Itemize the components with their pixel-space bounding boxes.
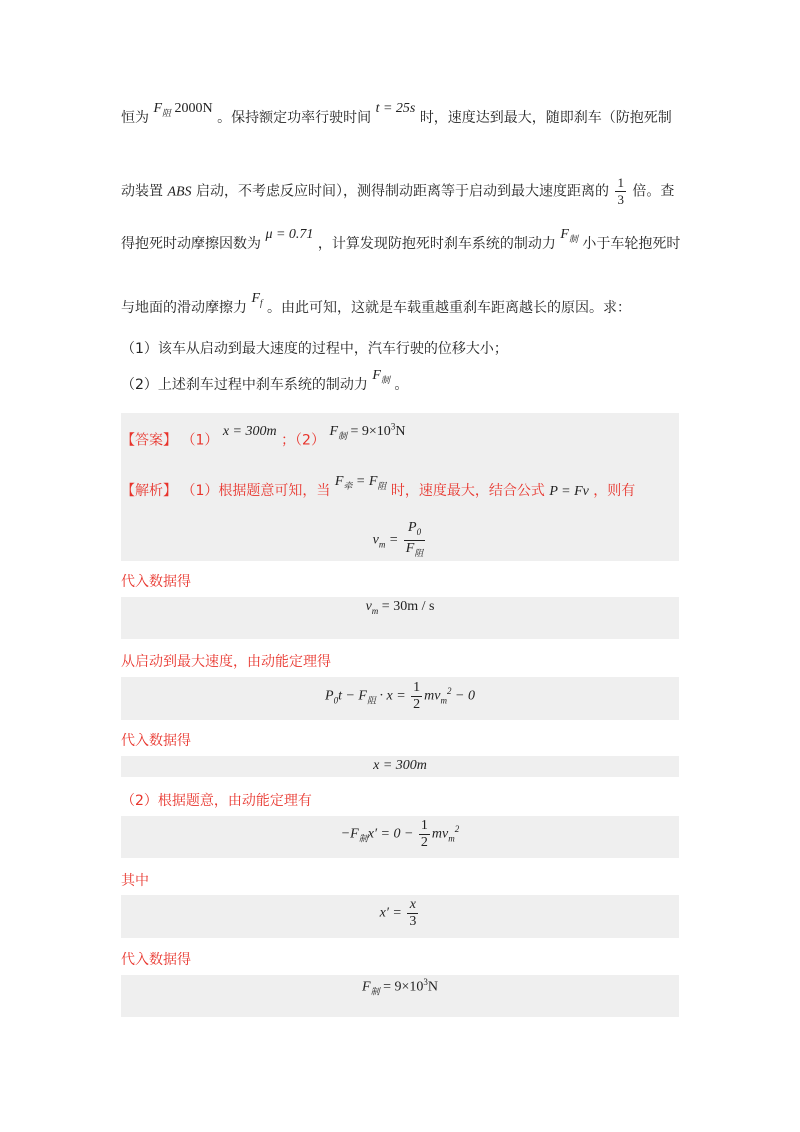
text: ，计算发现防抱死时刹车系统的制动力 xyxy=(317,236,556,252)
text: 时，速度最大，结合公式 xyxy=(390,483,545,499)
condition-eq: $F_牵 = F_阻$ xyxy=(334,474,387,491)
text: 。保持额定功率行驶时间 xyxy=(217,110,372,126)
step-substitute-2: 代入数据得 xyxy=(121,733,191,749)
eq-brake-energy: $-F_制x' = 0$ − $\frac{1}{2}$ $mv_m^2$ xyxy=(340,818,460,850)
analysis-line xyxy=(121,474,681,506)
text: （2）上述刹车过程中刹车系统的制动力 xyxy=(121,377,368,393)
text: 。 xyxy=(394,377,409,393)
eq-x-prime: x′ = $\frac{x}{3}$ xyxy=(379,897,417,929)
eq-vm-formula: $v_m$ = $\frac{P_0}{F_阻}$ xyxy=(372,520,424,558)
eq-x-value: x = 300m xyxy=(373,758,427,773)
one-third-fraction: $\frac{1}{3}$ xyxy=(617,175,624,207)
text: 启动，不考虑反应时间），测得制动距离等于启动到最大速度距离的 xyxy=(196,183,610,200)
step-where: 其中 xyxy=(121,873,149,889)
text: 动装置 xyxy=(121,183,163,200)
text: 倍。查 xyxy=(632,183,675,200)
mu-value: μ = 0.71 xyxy=(265,227,314,242)
question-1: （1）该车从启动到最大速度的过程中，汽车行驶的位移大小； xyxy=(121,341,508,357)
text: 得抱死时动摩擦因数为 xyxy=(121,236,261,252)
step-energy-theorem: 从启动到最大速度，由动能定理得 xyxy=(121,654,331,670)
analysis-label: 【解析】 xyxy=(121,483,177,499)
power-formula: P = Fv xyxy=(549,484,589,499)
friction-symbol: $F_f$ xyxy=(251,291,263,308)
text: （1） xyxy=(181,432,219,449)
time-value: t = 25s xyxy=(375,101,416,116)
answer-label: 【答案】 xyxy=(121,432,177,449)
brake-force-symbol: $F_制$ xyxy=(560,227,578,244)
problem-line-3 xyxy=(121,227,681,259)
text: 时，速度达到最大，随即刹车（防抱死制 xyxy=(419,110,672,126)
eq-energy: $P_0t - F_阻 \cdot x$ = $\frac{1}{2}$ $mv_m^2 - 0$ xyxy=(325,680,475,712)
text: 恒为 xyxy=(121,110,149,126)
eq-brake-force-value: $F_制 = 9\times 10^3N$ xyxy=(362,977,438,997)
answer-line xyxy=(121,421,681,455)
brake-force-symbol: $F_制$ xyxy=(372,368,390,385)
answer-x: x = 300m xyxy=(222,423,277,439)
step-substitute-1: 代入数据得 xyxy=(121,574,191,590)
text: 与地面的滑动摩擦力 xyxy=(121,300,247,316)
eq-vm-value: $v_m = 30m / s$ xyxy=(365,599,435,616)
answer-force: $F_制 = 9\times 10^3N$ xyxy=(329,421,406,441)
text: ；（2） xyxy=(281,432,325,449)
text: ，则有 xyxy=(593,483,636,499)
force-resist-value: $F_阻$ 2000N xyxy=(153,101,213,118)
abs-term: ABS xyxy=(167,184,192,200)
problem-line-1 xyxy=(121,101,681,133)
text: 。由此可知，这就是车载重越重刹车距离越长的原因。求： xyxy=(266,300,631,316)
text: 小于车轮抱死时 xyxy=(582,236,681,252)
problem-line-4 xyxy=(121,291,681,323)
step-substitute-3: 代入数据得 xyxy=(121,952,191,968)
step-part-2: （2）根据题意，由动能定理有 xyxy=(121,793,312,809)
question-2 xyxy=(121,368,681,400)
text: （1）根据题意可知，当 xyxy=(181,483,331,499)
problem-line-2 xyxy=(121,175,681,208)
